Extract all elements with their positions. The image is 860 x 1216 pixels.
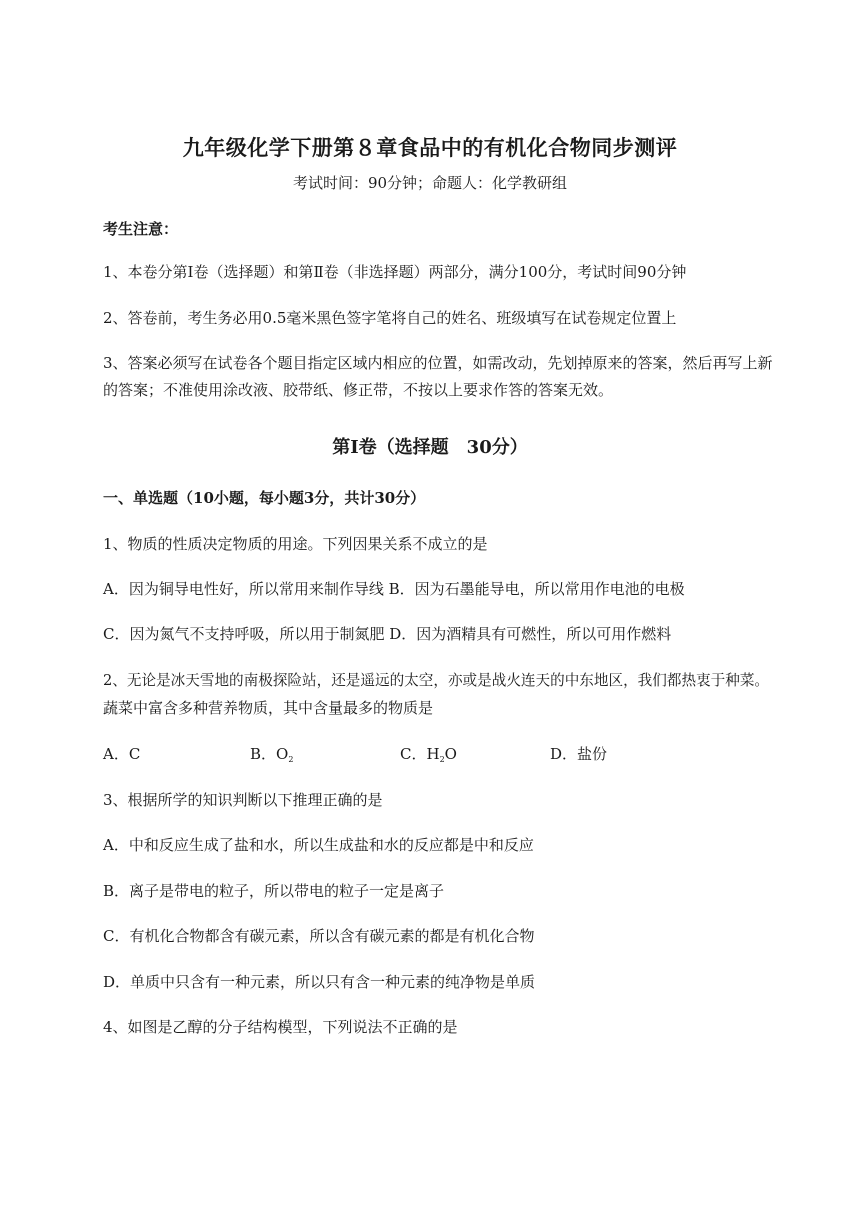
question-3-stem: 3、根据所学的知识判断以下推理正确的是	[103, 791, 383, 809]
question-3-option-a: A．中和反应生成了盐和水，所以生成盐和水的反应都是中和反应	[103, 836, 534, 854]
question-1-stem: 1、物质的性质决定物质的用途。下列因果关系不成立的是	[103, 535, 488, 553]
notice-item-3: 3、答案必须写在试卷各个题目指定区域内相应的位置，如需改动，先划掉原来的答案，然后再写上新	[103, 354, 773, 372]
notice-item-2: 2、答卷前，考生务必用0.5毫米黑色签字笔将自己的姓名、班级填写在试卷规定位置上	[103, 309, 677, 327]
question-2-option-b: B．$O_2$	[250, 745, 294, 764]
question-2-stem-line2: 蔬菜中富含多种营养物质，其中含量最多的物质是	[103, 699, 434, 717]
question-2-option-a: A．C	[103, 745, 141, 763]
question-2-option-d: D．盐份	[550, 745, 608, 763]
notice-heading: 考生注意：	[103, 220, 179, 238]
question-1-options-ab: A．因为铜导电性好，所以常用来制作导线 B．因为石墨能导电，所以常用作电池的电极	[103, 580, 685, 598]
exam-info: 考试时间：90分钟；命题人：化学教研组	[292, 174, 568, 192]
part-heading: 一、单选题（10小题，每小题3分，共计30分）	[103, 489, 426, 507]
question-2-option-c: C．$H_2O$	[400, 745, 457, 764]
question-3-option-d: D．单质中只含有一种元素，所以只有含一种元素的纯净物是单质	[103, 973, 536, 991]
notice-item-1: 1、本卷分第Ⅰ卷（选择题）和第Ⅱ卷（非选择题）两部分，满分100分，考试时间90分钟	[103, 263, 687, 281]
question-1-options-cd: C．因为氮气不支持呼吸，所以用于制氮肥 D．因为酒精具有可燃性，所以可用作燃料	[103, 625, 672, 643]
section-title: 第Ⅰ卷（选择题 30分）	[332, 437, 528, 458]
page-title: 九年级化学下册第８章食品中的有机化合物同步测评	[182, 135, 678, 160]
question-4-stem: 4、如图是乙醇的分子结构模型，下列说法不正确的是	[103, 1018, 458, 1036]
question-3-option-b: B．离子是带电的粒子，所以带电的粒子一定是离子	[103, 882, 445, 900]
question-2-options	[103, 743, 753, 765]
question-2-stem-line1: 2、无论是冰天雪地的南极探险站，还是遥远的太空，亦或是战火连天的中东地区，我们都热衷于种菜。	[103, 672, 770, 689]
question-3-option-c: C．有机化合物都含有碳元素，所以含有碳元素的都是有机化合物	[103, 927, 535, 945]
notice-item-3-cont: 的答案；不准使用涂改液、胶带纸、修正带，不按以上要求作答的答案无效。	[103, 381, 614, 399]
